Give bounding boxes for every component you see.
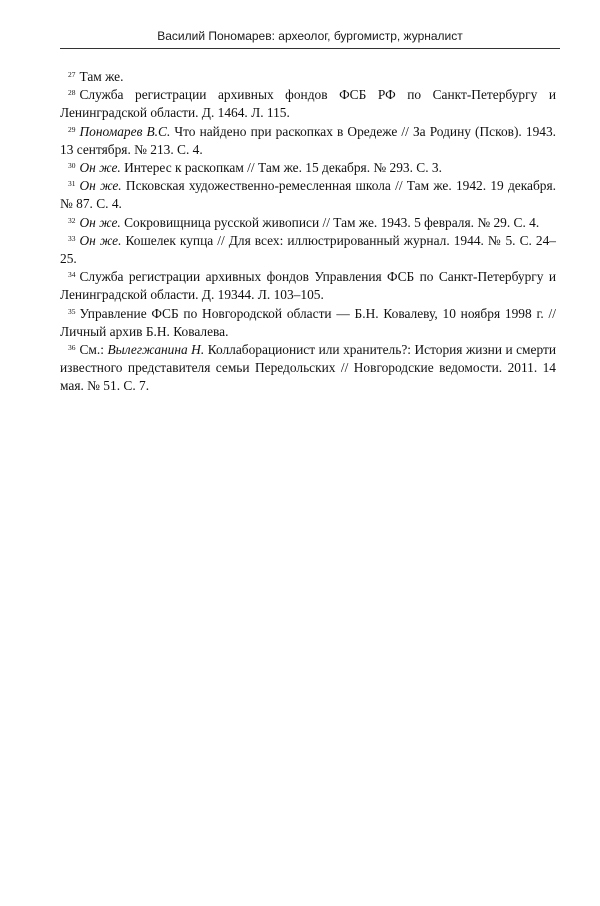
footnote-number: 30 (68, 161, 76, 171)
footnote-author: Вылегжанина Н. (107, 342, 205, 358)
footnote-prefix: См.: (79, 342, 104, 358)
footnote (60, 159, 556, 177)
footnote-text: Кошелек купца // Для всех: иллюстрированный журнал. 1944. № 5. С. 24–25. (60, 232, 556, 267)
footnote-text: Что найдено при раскопках в Оредеже // За Родину (Псков). 1943. 13 сентября. № 213. С. 4. (60, 123, 556, 157)
footnote-number: 33 (68, 233, 76, 243)
footnote-text: Псковская художественно-ремесленная школа // Там же. 1942. 19 декабря. № 87. С. 4. (60, 178, 556, 212)
footnote-text: Коллаборационист или хранитель?: История жизни и смерти известного представителя семьи Передольских // Новгородские ведомости. 2011. 14 мая. № 51. С. 7. (60, 342, 556, 394)
footnote-text: Сокровищница русской живописи // Там же. 1943. 5 февраля. № 29. С. 4. (124, 214, 540, 230)
footnote (60, 232, 556, 268)
footnote-author: Он же. (79, 214, 121, 230)
footnote-text: Служба регистрации архивных фондов Управления ФСБ по Санкт-Петербургу и Ленинградской области. Д. 19344. Л. 103–105. (60, 269, 556, 303)
footnote-text: Служба регистрации архивных фондов ФСБ РФ по Санкт-Петербургу и Ленинградской области. Д. 1464. Л. 115. (60, 87, 556, 121)
footnote-number: 31 (68, 179, 76, 189)
footnote (60, 214, 556, 232)
footnote-number: 27 (68, 70, 76, 79)
header-rule (60, 48, 560, 49)
footnote-number: 34 (68, 270, 76, 280)
footnote-number: 29 (68, 124, 76, 134)
footnote (60, 305, 556, 341)
footnote-number: 36 (68, 343, 76, 353)
running-header: Василий Пономарев: археолог, бургомистр, журналист (157, 29, 463, 43)
footnote-number: 32 (68, 215, 76, 225)
footnote (60, 123, 556, 159)
footnotes-list (60, 68, 556, 396)
footnote-author: Он же. (79, 232, 122, 248)
footnote-author: Пономарев В.С. (79, 123, 171, 139)
footnote-number: 28 (68, 88, 76, 98)
footnote (60, 341, 556, 396)
footnote-text: Там же. (79, 69, 124, 84)
footnote (60, 68, 556, 86)
footnote-author: Он же. (79, 160, 121, 176)
footnote-number: 35 (68, 306, 76, 316)
footnote-text: Интерес к раскопкам // Там же. 15 декабря. № 293. С. 3. (124, 160, 442, 176)
footnote-author: Он же. (79, 178, 122, 194)
footnote (60, 268, 556, 304)
footnote-text: Управление ФСБ по Новгородской области — Б.Н. Ковалеву, 10 ноября 1998 г. // Личный архив Б.Н. Ковалева. (60, 305, 556, 339)
footnote (60, 177, 556, 213)
footnote (60, 86, 556, 122)
